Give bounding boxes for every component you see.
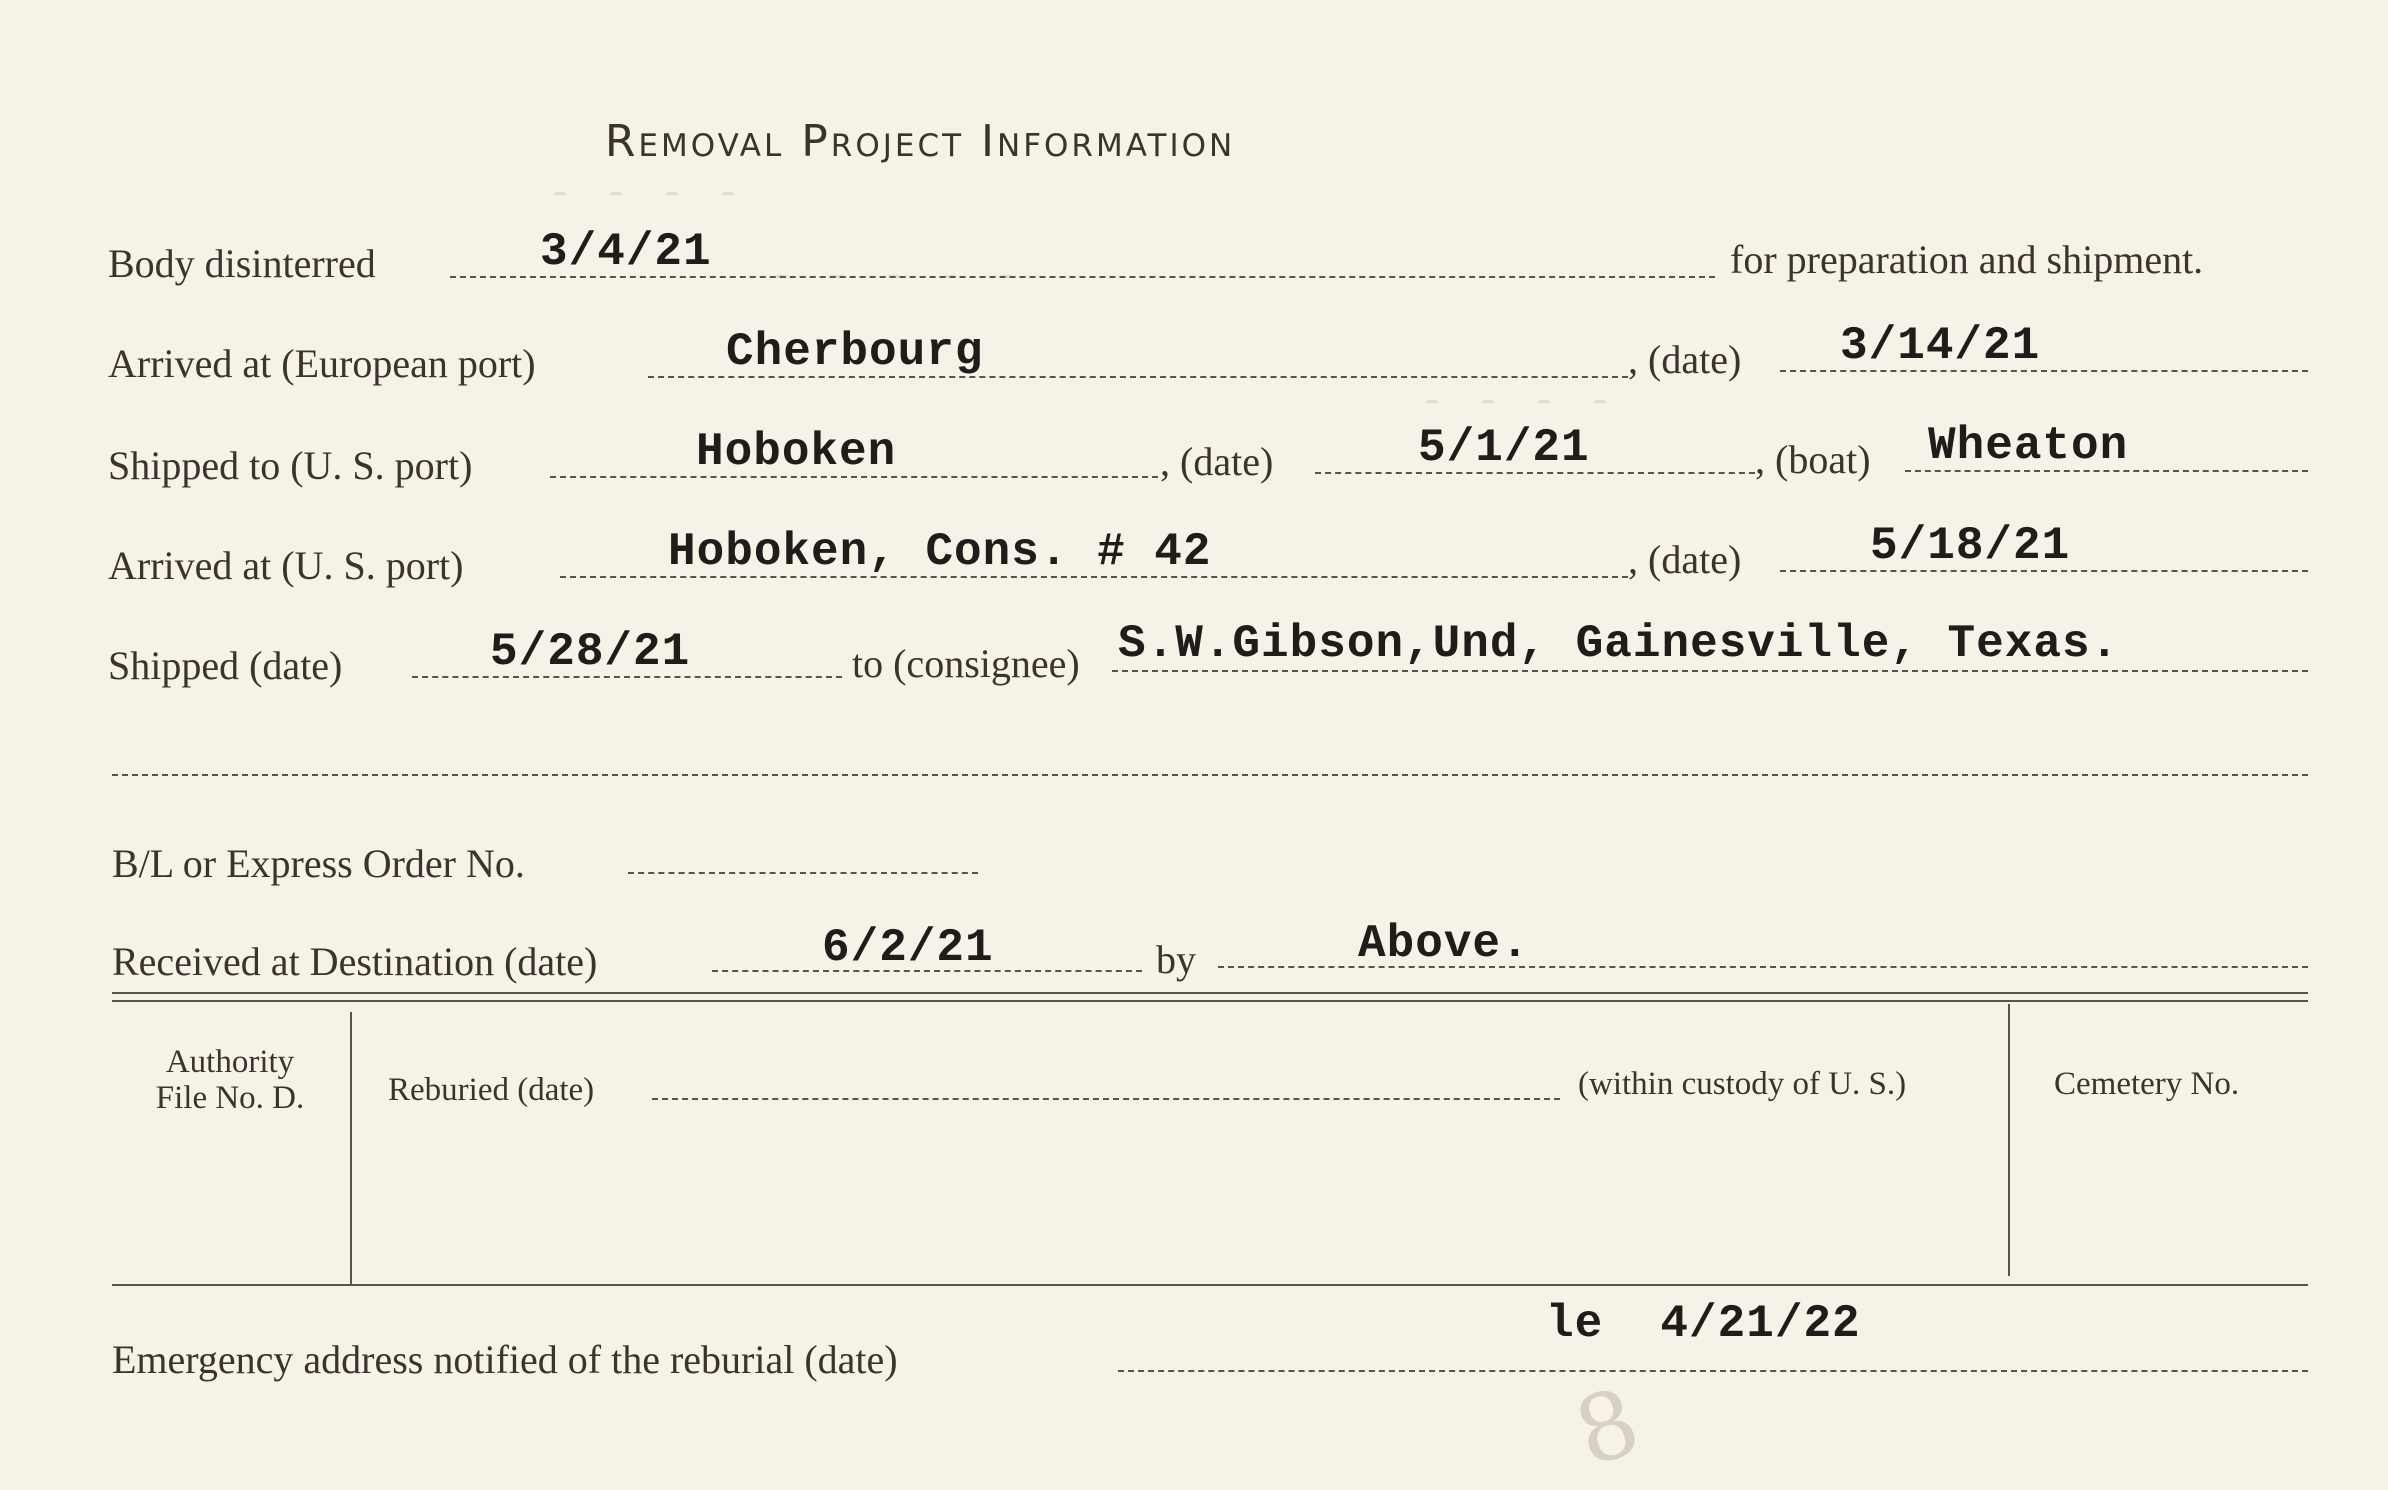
- table-divider-left: [350, 1012, 352, 1284]
- custody-label: (within custody of U. S.): [1578, 1066, 1907, 1102]
- cemetery-label: Cemetery No.: [2054, 1066, 2240, 1102]
- table-bottom-rule: [112, 1284, 2308, 1286]
- received-value: 6/2/21: [822, 922, 994, 974]
- disinterred-label: Body disinterred: [108, 241, 376, 286]
- arrived-us-date: 5/18/21: [1870, 520, 2071, 572]
- disinterred-value: 3/4/21: [540, 226, 712, 278]
- table-top-rule: [112, 992, 2308, 994]
- arrived-euro-label: Arrived at (European port): [108, 341, 536, 386]
- shipped-us-value: Hoboken: [696, 426, 897, 478]
- received-by-label: by: [1156, 937, 1196, 982]
- bl-line: [628, 872, 978, 874]
- table-top-rule-2: [112, 1000, 2308, 1002]
- form-title: Removal Project Information: [604, 116, 1236, 167]
- emergency-line: [1118, 1370, 2308, 1372]
- arrived-us-date-label: , (date): [1628, 537, 1742, 582]
- faint-stamp-mark: - - - -: [548, 172, 745, 217]
- faint-stamp-mark: - - - - -: [770, 255, 1023, 300]
- table-divider-right: [2008, 1004, 2010, 1276]
- reburied-label: Reburied (date): [388, 1072, 595, 1108]
- pencil-mark: 8: [1562, 1367, 1652, 1488]
- reburied-line: [652, 1098, 1560, 1100]
- shipped-us-boat-label: , (boat): [1755, 437, 1871, 482]
- shipped-date-label: Shipped (date): [108, 643, 343, 688]
- consignee-line: [1112, 670, 2308, 672]
- shipped-us-label: Shipped to (U. S. port): [108, 443, 473, 488]
- received-by-value: Above.: [1358, 918, 1530, 970]
- disinterred-suffix: for preparation and shipment.: [1730, 237, 2204, 282]
- shipped-date-value: 5/28/21: [490, 626, 691, 678]
- faint-stamp-mark: - - - -: [1420, 380, 1617, 425]
- arrived-euro-date-label: , (date): [1628, 337, 1742, 382]
- emergency-label: Emergency address notified of the reburial (date): [112, 1337, 898, 1382]
- blank-line: [112, 774, 2308, 776]
- received-label: Received at Destination (date): [112, 939, 598, 984]
- shipped-us-date-label: , (date): [1160, 439, 1274, 484]
- shipped-us-date: 5/1/21: [1418, 422, 1590, 474]
- arrived-us-value: Hoboken, Cons. # 42: [668, 526, 1212, 578]
- authority-label: Authority File No. D.: [155, 1044, 305, 1116]
- emergency-value: le 4/21/22: [1546, 1298, 1861, 1350]
- arrived-euro-value: Cherbourg: [726, 326, 984, 378]
- arrived-euro-date: 3/14/21: [1840, 320, 2041, 372]
- consignee-label: to (consignee): [852, 641, 1080, 686]
- bl-label: B/L or Express Order No.: [112, 841, 525, 886]
- arrived-us-label: Arrived at (U. S. port): [108, 543, 464, 588]
- consignee-value: S.W.Gibson,Und, Gainesville, Texas.: [1118, 618, 2120, 670]
- shipped-us-boat: Wheaton: [1928, 420, 2129, 472]
